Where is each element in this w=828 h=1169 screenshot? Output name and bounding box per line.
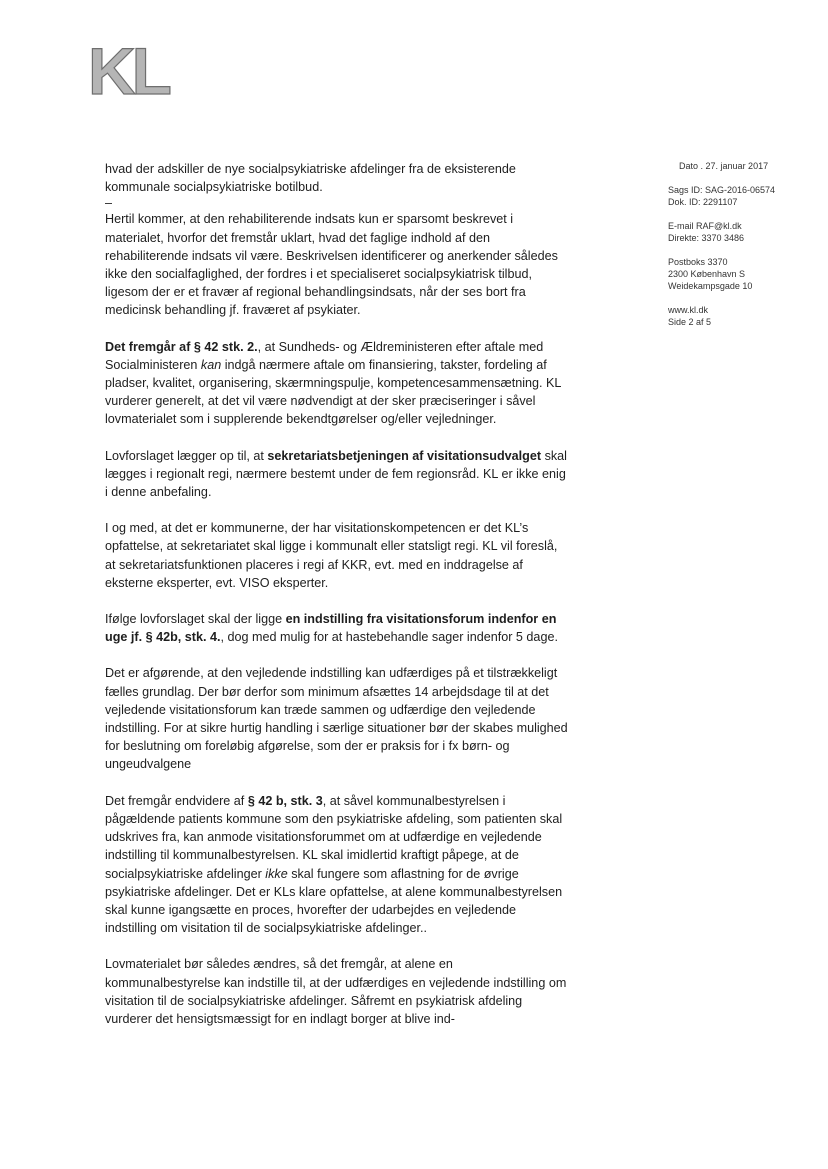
website: www.kl.dk (668, 305, 709, 315)
paragraph-1: hvad der adskiller de nye socialpsykiatriske afdelinger fra de eksisterende kommunale socialpsykiatriske botilbud. (105, 162, 516, 195)
paragraph-8-bold: § 42 b, stk. 3 (247, 793, 323, 808)
postbox: Postboks 3370 (668, 257, 728, 267)
sags-id: Sags ID: SAG-2016-06574 (668, 185, 776, 195)
paragraph-4-bold: sekretariatsbetjeningen af visitationsudvalget (267, 448, 542, 463)
contact-info (668, 220, 818, 244)
date-line: Dato . 27. januar 2017 (679, 161, 769, 171)
paragraph-2: Hertil kommer, at den rehabiliterende indsats kun er sparsomt beskrevet i materialet, hvorfor det fremstår uklart, hvad det faglige indhold af den rehabiliterende indsats vil være. Beskrivelsen identificerer og anerkender således ikke den socialfaglighed, der fordres i et specialiseret socialpsykiatrisk tilbud, ligesom der er et fravær af regional behandlingsindsats, når der ses bort fra medicinsk behandling jf. fraværet af psykiater. (105, 212, 558, 318)
paragraph-3: Det fremgår af § 42 stk. 2., at Sundheds- og Ældreministeren efter aftale med Socialministeren kan indgå nærmere aftale om finansiering, takster, fordeling af pladser, kvalitet, organisering, skærmningspulje, kompetencesammensætning. KL vurderer generelt, at det vil være nødvendigt at der sker præciseringer i såvel lovmaterialet som i supplerende bekendtgørelser og/eller vejledninger. (105, 339, 561, 427)
paragraph-9: Lovmaterialet bør således ændres, så det fremgår, at alene en kommunalbestyrelse kan indstille til, at der udfærdiges en vejledende indstilling om visitation til de socialpsykiatriske afdelinger. Såfremt en psykiatrisk afdeling vurderer det hensigtsmæssigt for en indlagt borger at blive ind- (105, 957, 567, 1026)
address (668, 256, 818, 292)
paragraph-4: Lovforslaget lægger op til, at sekretariatsbetjeningen af visitationsudvalget skal lægges i regionalt regi, nærmere bestemt under de fem regionsråd. KL er ikke enig i denne anbefaling. (105, 448, 567, 500)
page-number: Side 2 af 5 (668, 317, 712, 327)
paragraph-3-bold: Det fremgår af § 42 stk. 2. (105, 339, 258, 354)
date-value: 27. januar 2017 (705, 161, 769, 171)
dok-id: Dok. ID: 2291107 (668, 197, 738, 207)
paragraph-3-italic: kan (200, 357, 222, 372)
street: Weidekampsgade 10 (668, 281, 753, 291)
dash-separator: – (105, 196, 113, 211)
paragraph-6: Ifølge lovforslaget skal der ligge en indstilling fra visitationsforum indenfor en uge jf. § 42b, stk. 4., dog med mulig for at hastebehandle sager indenfor 5 dage. (105, 612, 558, 645)
sidebar-metadata (668, 160, 818, 340)
email: E-mail RAF@kl.dk (668, 221, 742, 231)
paragraph-6-bold: en indstilling fra visitationsforum indenfor en uge jf. § 42b, stk. 4. (105, 612, 557, 645)
case-ids (668, 184, 818, 208)
letter-body (105, 160, 570, 1046)
paragraph-8: Det fremgår endvidere af § 42 b, stk. 3, at såvel kommunalbestyrelsen i pågældende patients kommune som den psykiatriske afdeling, som patienten skal udskrives fra, kan anmode visitationsforummet om at udfærdige en vejledende indstilling til kommunalbestyrelsen. KL skal imidlertid kraftigt påpege, at de socialpsykiatriske afdelinger ikke skal fungere som aflastning for de øvrige psykiatriske afdelinger. Det er KLs klare opfattelse, at alene kommunalbestyrelsen skal kunne igangsætte en proces, hvorefter der udarbejdes en vejledende indstilling om visitation til de socialpsykiatriske afdelinger.. (105, 793, 563, 936)
city: 2300 København S (668, 269, 746, 279)
paragraph-7: Det er afgørende, at den vejledende indstilling kan udfærdiges på et tilstrækkeligt fælles grundlag. Der bør derfor som minimum afsættes 14 arbejdsdage til at det vejledende visitationsforum kan træde sammen og udfærdige den vejledende indstilling. For at sikre hurtig handling i særlige situationer bør der skabes mulighed for beslutning om foreløbig afgørelse, som der er praksis for i fx børn- og ungeudvalgene (105, 666, 568, 772)
web-and-page (668, 304, 818, 328)
date-label: Dato (679, 161, 699, 171)
paragraph-8-italic: ikke (265, 866, 288, 881)
direct-phone: Direkte: 3370 3486 (668, 233, 745, 243)
kl-logo-text: KL (88, 40, 168, 100)
paragraph-5: I og med, at det er kommunerne, der har visitationskompetencen er det KL’s opfattelse, at sekretariatet skal ligge i kommunalt eller statsligt regi. KL vil foreslå, at sekretariatsfunktionen placeres i regi af KKR, evt. med en inddragelse af eksterne eksperter, evt. VISO eksperter. (105, 521, 558, 590)
kl-logo (88, 40, 184, 100)
